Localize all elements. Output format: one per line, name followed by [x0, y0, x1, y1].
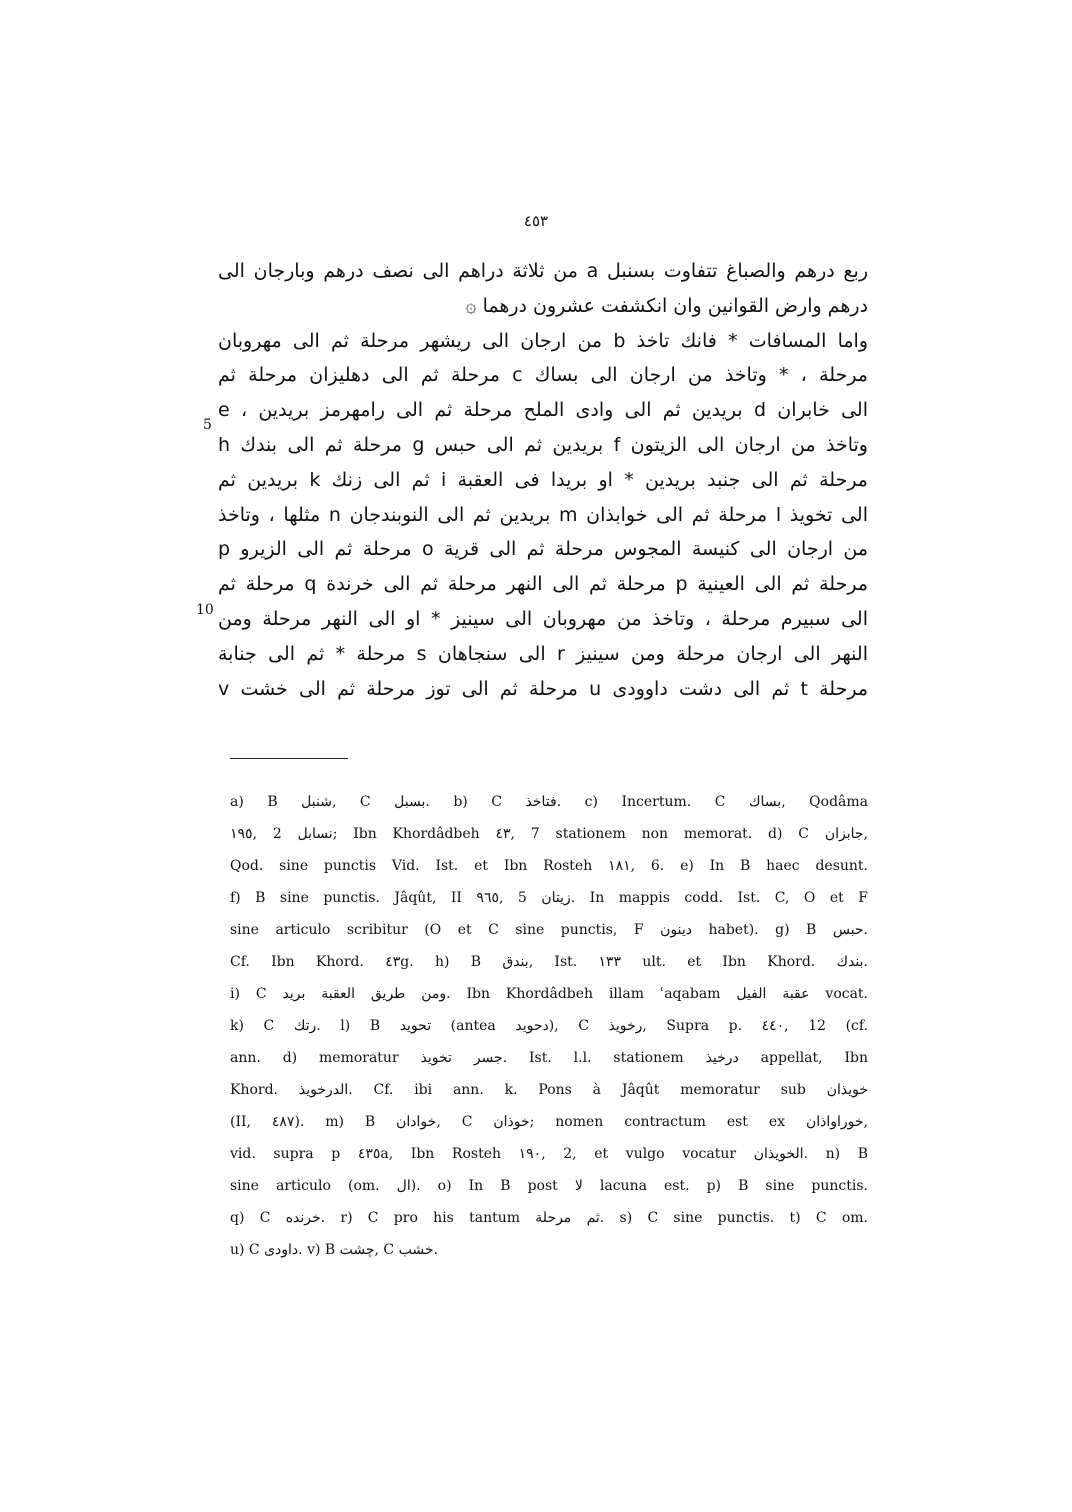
arabic-line: من ارجان الى كنيسة المجوس مرحلة ثم الى قرية o مرحلة ثم الى الزيرو p: [218, 538, 868, 561]
footnote-line: sine articulo (om. ال). o) In B post لا lacuna est. p) B sine punctis.: [230, 1178, 868, 1194]
arabic-line: واما المسافات * فانك تاخذ b من ارجان الى ريشهر مرحلة ثم الى مهروبان: [218, 329, 868, 352]
footnote-line: sine articulo scribitur (O et C sine punctis, F دينون habet). g) B حبس.: [230, 922, 868, 938]
arabic-main-text: [218, 254, 868, 706]
line-number-5: 5: [203, 417, 212, 433]
page-number: ٤٥٣: [523, 212, 549, 230]
footnote-separator: [230, 758, 348, 759]
footnote-line: q) C خرنده. r) C pro his tantum ثم مرحلة. s) C sine punctis. t) C om.: [230, 1210, 868, 1226]
footnote-line: u) C داودى. v) B چشت, C خشب.: [230, 1242, 438, 1258]
arabic-line: مرحلة ثم الى جنبد بريدين * او بريدا فى العقبة i ثم الى زنك k بريدين ثم: [218, 468, 868, 491]
footnote-line: (II, ٤٨٧). m) B خوادان, C خوذان; nomen contractum est ex خوراواذان,: [230, 1114, 868, 1130]
arabic-line: ربع درهم والصباغ تتفاوت بسنبل a من ثلاثة دراهم الى نصف درهم وبارجان الى: [218, 260, 868, 282]
arabic-line: الى تخويذ l مرحلة ثم الى خوابذان m بريدين ثم الى النوبندجان n مثلها ، وتاخذ: [218, 503, 868, 526]
footnotes: [230, 786, 868, 1266]
footnote-line: Cf. Ibn Khord. ٤٣g. h) B بندق, Ist. ١٣٣ ult. et Ibn Khord. بندك.: [230, 954, 868, 970]
footnote-line: f) B sine punctis. Jâqût, II ٩٦٥, 5 زيتان. In mappis codd. Ist. C, O et F: [230, 890, 868, 906]
line-number-10: 10: [196, 602, 214, 618]
footnote-line: vid. supra p ٤٣٥a, Ibn Rosteh ١٩٠, 2, et vulgo vocatur الخويذان. n) B: [230, 1146, 868, 1162]
arabic-line: مرحلة ثم الى العينية p مرحلة ثم الى النهر مرحلة ثم الى خرندة q مرحلة ثم: [218, 573, 868, 596]
footnote-line: ann. d) memoratur جسر تخويذ. Ist. l.l. stationem درخيذ appellat, Ibn: [230, 1050, 868, 1066]
arabic-line: وتاخذ من ارجان الى الزيتون f بريدين ثم الى حبس g مرحلة ثم الى بندك h: [218, 433, 868, 456]
arabic-line: الى سبيرم مرحلة ، وتاخذ من مهروبان الى سينيز * او الى النهر مرحلة ومن: [218, 607, 868, 630]
footnote-line: a) B شنبل, C بسبل. b) C فتاخذ. c) Incertum. C بساك, Qodâma: [230, 794, 868, 810]
footnote-line: Qod. sine punctis Vid. Ist. et Ibn Rosteh ١٨١, 6. e) In B haec desunt.: [230, 858, 868, 874]
arabic-line: مرحلة ، * وتاخذ من ارجان الى بساك c مرحلة ثم الى دهليزان مرحلة ثم: [218, 364, 868, 387]
arabic-line: الى خابران d بريدين ثم الى وادى الملح مرحلة ثم الى رامهرمز بريدين ، e: [218, 399, 868, 422]
footnote-line: ١٩٥, 2 نسابل; Ibn Khordâdbeh ٤٣, 7 stationem non memorat. d) C جابزان,: [230, 826, 868, 842]
footnote-line: i) C ومن طريق العقبة بريد. Ibn Khordâdbeh illam ʿaqabam عقبة الفيل vocat.: [230, 986, 868, 1002]
footnote-line: k) C رتك. l) B تحويد (antea دحويد), C رخويذ, Supra p. ٤٤٠, 12 (cf.: [230, 1018, 868, 1034]
arabic-line: درهم وارض القوانين وان انكشفت عشرون درهما ۞: [465, 294, 868, 317]
footnote-line: Khord. الدرخويذ. Cf. ibi ann. k. Pons à Jâqût memoratur sub خويذان: [230, 1082, 868, 1098]
arabic-line: مرحلة t ثم الى دشت داوودى u مرحلة ثم الى توز مرحلة ثم الى خشت v: [218, 677, 868, 700]
arabic-line: النهر الى ارجان مرحلة ومن سينيز r الى سنجاهان s مرحلة * ثم الى جنابة: [218, 642, 868, 665]
